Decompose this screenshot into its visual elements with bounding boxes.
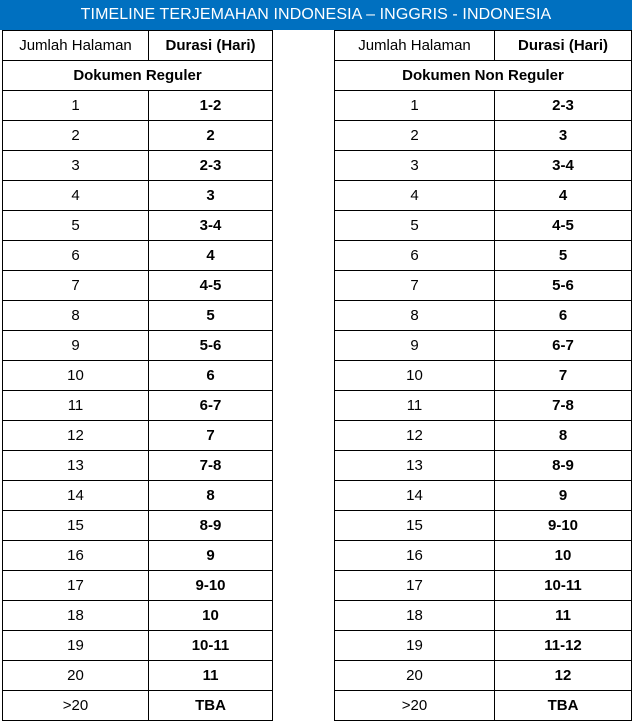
duration-cell: 2 bbox=[149, 121, 273, 151]
page-count-cell: 17 bbox=[3, 571, 149, 601]
page-count-cell: 14 bbox=[335, 481, 495, 511]
duration-cell: TBA bbox=[149, 691, 273, 721]
table-row bbox=[335, 631, 632, 661]
table-row bbox=[3, 301, 273, 331]
page-count-cell: 11 bbox=[335, 391, 495, 421]
duration-cell: 10-11 bbox=[495, 571, 632, 601]
table-row bbox=[335, 391, 632, 421]
page-count-cell: 3 bbox=[335, 151, 495, 181]
duration-column-header: Durasi (Hari) bbox=[495, 31, 632, 61]
page-count-cell: 6 bbox=[335, 241, 495, 271]
table-row bbox=[3, 361, 273, 391]
duration-cell: 10-11 bbox=[149, 631, 273, 661]
page-count-cell: 10 bbox=[335, 361, 495, 391]
page-count-cell: 15 bbox=[3, 511, 149, 541]
table-row bbox=[335, 211, 632, 241]
duration-cell: 10 bbox=[149, 601, 273, 631]
duration-cell: 6 bbox=[495, 301, 632, 331]
table-row bbox=[335, 661, 632, 691]
duration-cell: 11 bbox=[149, 661, 273, 691]
table-row bbox=[3, 691, 273, 721]
table-row bbox=[3, 391, 273, 421]
duration-cell: 5 bbox=[495, 241, 632, 271]
page-count-cell: >20 bbox=[335, 691, 495, 721]
duration-cell: 7 bbox=[495, 361, 632, 391]
page-count-cell: 5 bbox=[335, 211, 495, 241]
section-title-regular: Dokumen Reguler bbox=[3, 61, 273, 91]
table-row bbox=[3, 481, 273, 511]
page-title: TIMELINE TERJEMAHAN INDONESIA – INGGRIS - INDONESIA bbox=[0, 0, 632, 30]
table-row bbox=[3, 271, 273, 301]
duration-column-header: Durasi (Hari) bbox=[149, 31, 273, 61]
section-row bbox=[3, 61, 273, 91]
section-title-non-regular: Dokumen Non Reguler bbox=[335, 61, 632, 91]
page-count-cell: >20 bbox=[3, 691, 149, 721]
duration-cell: 8 bbox=[149, 481, 273, 511]
table-row bbox=[3, 121, 273, 151]
duration-cell: 6 bbox=[149, 361, 273, 391]
header-row bbox=[335, 31, 632, 61]
table-row bbox=[3, 241, 273, 271]
regular-document-table bbox=[2, 30, 273, 721]
duration-cell: 3 bbox=[495, 121, 632, 151]
page-count-cell: 3 bbox=[3, 151, 149, 181]
table-row bbox=[335, 601, 632, 631]
duration-cell: 5-6 bbox=[149, 331, 273, 361]
table-row bbox=[3, 541, 273, 571]
table-row bbox=[335, 271, 632, 301]
table-row bbox=[335, 91, 632, 121]
page-count-cell: 18 bbox=[3, 601, 149, 631]
duration-cell: 2-3 bbox=[149, 151, 273, 181]
pages-column-header: Jumlah Halaman bbox=[335, 31, 495, 61]
table-row bbox=[335, 301, 632, 331]
page-count-cell: 14 bbox=[3, 481, 149, 511]
table-row bbox=[335, 121, 632, 151]
non-regular-document-table bbox=[334, 30, 632, 721]
duration-cell: 7-8 bbox=[149, 451, 273, 481]
page-count-cell: 15 bbox=[335, 511, 495, 541]
header-row bbox=[3, 31, 273, 61]
duration-cell: 12 bbox=[495, 661, 632, 691]
page-count-cell: 19 bbox=[335, 631, 495, 661]
page-count-cell: 16 bbox=[335, 541, 495, 571]
table-row bbox=[335, 691, 632, 721]
duration-cell: 9 bbox=[495, 481, 632, 511]
page-count-cell: 9 bbox=[335, 331, 495, 361]
page-count-cell: 10 bbox=[3, 361, 149, 391]
duration-cell: 4-5 bbox=[495, 211, 632, 241]
page-count-cell: 18 bbox=[335, 601, 495, 631]
page-count-cell: 20 bbox=[335, 661, 495, 691]
page-count-cell: 11 bbox=[3, 391, 149, 421]
page-count-cell: 17 bbox=[335, 571, 495, 601]
duration-cell: 7-8 bbox=[495, 391, 632, 421]
duration-cell: 1-2 bbox=[149, 91, 273, 121]
table-row bbox=[335, 151, 632, 181]
table-row bbox=[3, 211, 273, 241]
page-count-cell: 12 bbox=[335, 421, 495, 451]
table-row bbox=[3, 451, 273, 481]
duration-cell: 5-6 bbox=[495, 271, 632, 301]
table-row bbox=[335, 541, 632, 571]
page-count-cell: 1 bbox=[335, 91, 495, 121]
table-row bbox=[3, 181, 273, 211]
table-row bbox=[3, 631, 273, 661]
table-row bbox=[335, 181, 632, 211]
duration-cell: 3 bbox=[149, 181, 273, 211]
page-count-cell: 20 bbox=[3, 661, 149, 691]
duration-cell: 3-4 bbox=[495, 151, 632, 181]
table-row bbox=[335, 571, 632, 601]
page-count-cell: 13 bbox=[3, 451, 149, 481]
duration-cell: TBA bbox=[495, 691, 632, 721]
page-count-cell: 4 bbox=[335, 181, 495, 211]
duration-cell: 4 bbox=[495, 181, 632, 211]
section-row bbox=[335, 61, 632, 91]
duration-cell: 4 bbox=[149, 241, 273, 271]
duration-cell: 9 bbox=[149, 541, 273, 571]
table-row bbox=[3, 571, 273, 601]
duration-cell: 3-4 bbox=[149, 211, 273, 241]
duration-cell: 4-5 bbox=[149, 271, 273, 301]
page-count-cell: 8 bbox=[335, 301, 495, 331]
duration-cell: 11-12 bbox=[495, 631, 632, 661]
table-row bbox=[335, 481, 632, 511]
table-row bbox=[335, 361, 632, 391]
page-count-cell: 1 bbox=[3, 91, 149, 121]
table-row bbox=[3, 331, 273, 361]
duration-cell: 9-10 bbox=[495, 511, 632, 541]
table-row bbox=[3, 661, 273, 691]
page-count-cell: 12 bbox=[3, 421, 149, 451]
page-count-cell: 4 bbox=[3, 181, 149, 211]
duration-cell: 8-9 bbox=[495, 451, 632, 481]
page-count-cell: 16 bbox=[3, 541, 149, 571]
table-row bbox=[3, 421, 273, 451]
duration-cell: 8-9 bbox=[149, 511, 273, 541]
duration-cell: 11 bbox=[495, 601, 632, 631]
table-row bbox=[335, 241, 632, 271]
table-row bbox=[335, 451, 632, 481]
duration-cell: 8 bbox=[495, 421, 632, 451]
duration-cell: 5 bbox=[149, 301, 273, 331]
table-row bbox=[335, 421, 632, 451]
table-row bbox=[3, 91, 273, 121]
duration-cell: 10 bbox=[495, 541, 632, 571]
page-count-cell: 19 bbox=[3, 631, 149, 661]
pages-column-header: Jumlah Halaman bbox=[3, 31, 149, 61]
page-count-cell: 13 bbox=[335, 451, 495, 481]
duration-cell: 7 bbox=[149, 421, 273, 451]
table-row bbox=[3, 151, 273, 181]
table-row bbox=[335, 331, 632, 361]
duration-cell: 2-3 bbox=[495, 91, 632, 121]
page-count-cell: 7 bbox=[335, 271, 495, 301]
duration-cell: 6-7 bbox=[149, 391, 273, 421]
page-count-cell: 9 bbox=[3, 331, 149, 361]
page-count-cell: 6 bbox=[3, 241, 149, 271]
page-count-cell: 2 bbox=[335, 121, 495, 151]
duration-cell: 9-10 bbox=[149, 571, 273, 601]
page-count-cell: 7 bbox=[3, 271, 149, 301]
duration-cell: 6-7 bbox=[495, 331, 632, 361]
page-count-cell: 5 bbox=[3, 211, 149, 241]
page-count-cell: 8 bbox=[3, 301, 149, 331]
table-row bbox=[335, 511, 632, 541]
table-row bbox=[3, 511, 273, 541]
page-count-cell: 2 bbox=[3, 121, 149, 151]
table-row bbox=[3, 601, 273, 631]
